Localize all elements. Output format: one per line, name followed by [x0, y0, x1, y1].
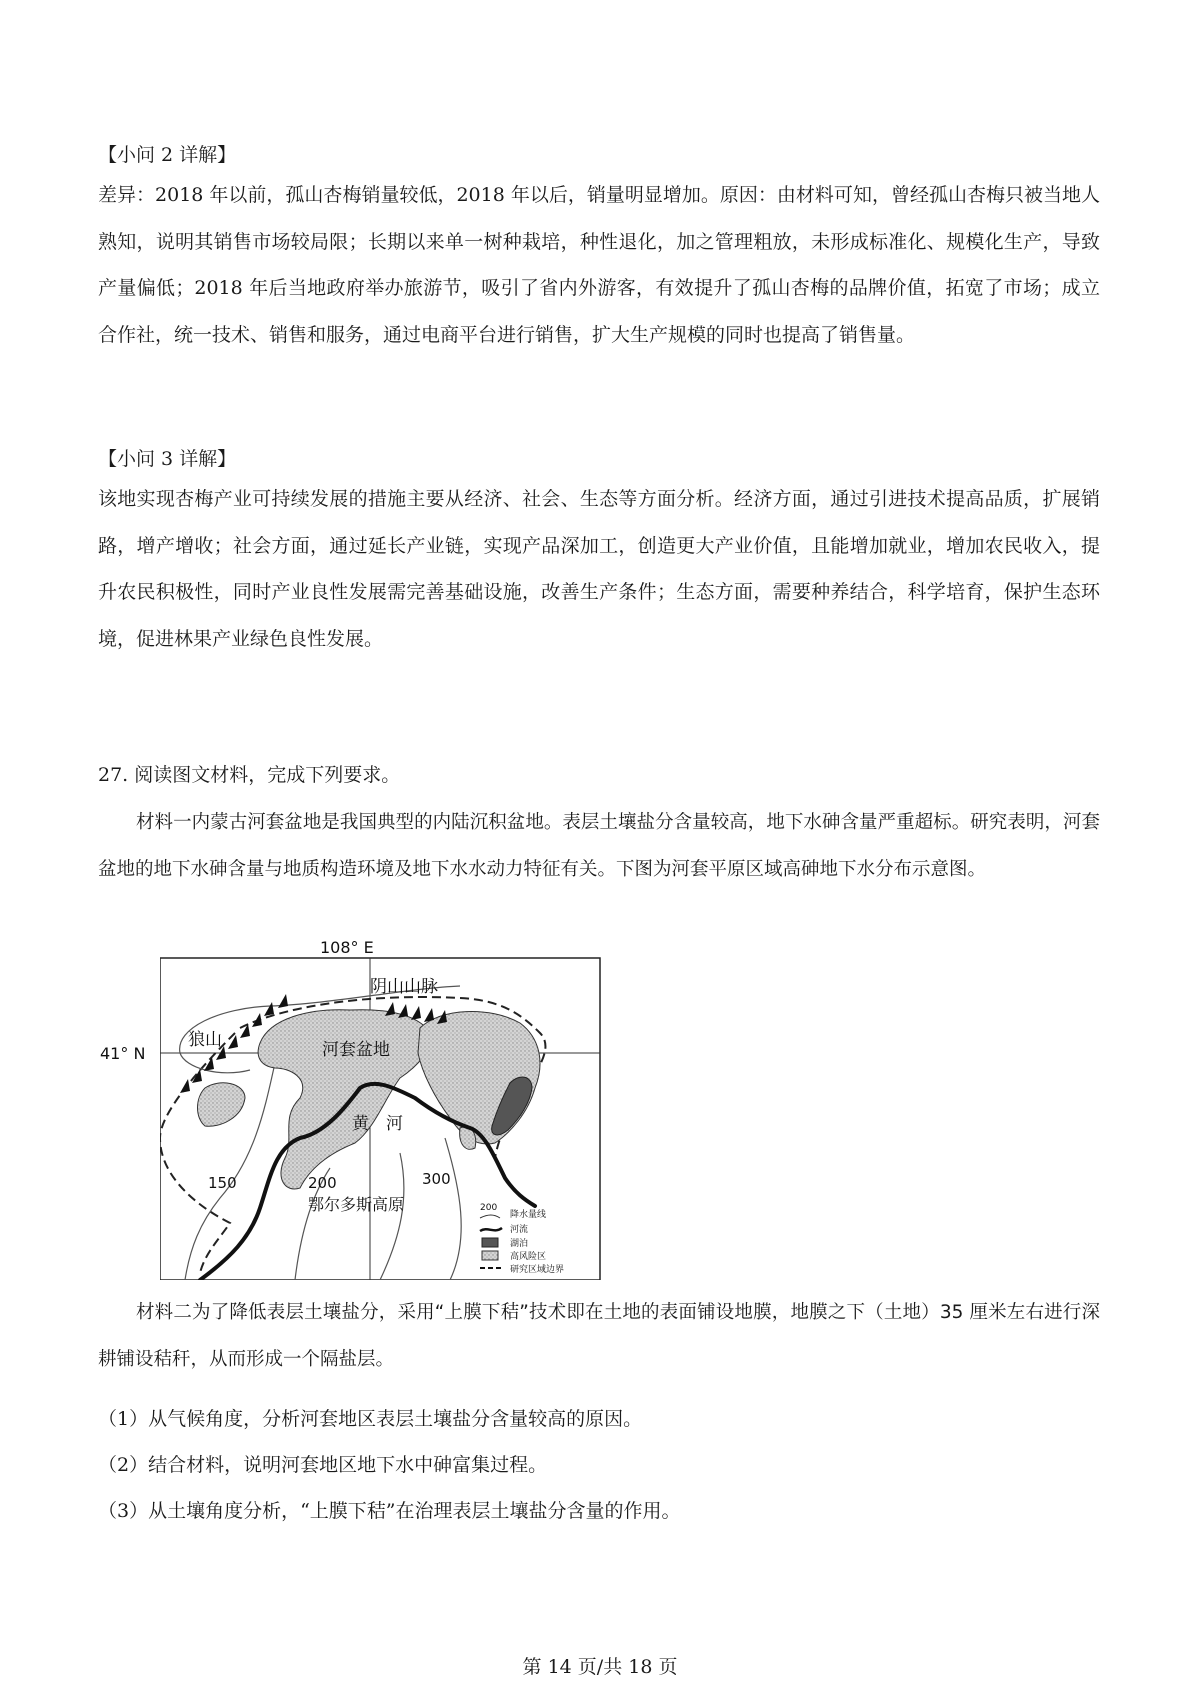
yinshan-label: 阴山山脉 [370, 977, 438, 997]
legend-river: 河流 [510, 1225, 529, 1235]
q2-answer: 差异：2018 年以前，孤山杏梅销量较低，2018 年以后，销量明显增加。原因：由材料可知，曾经孤山杏梅只被当地人熟知，说明其销售市场较局限；长期以来单一树种栽培，种性退化，加之管理粗放，未形成标准化、规模化生产，导致产量偏低；2018 年后当地政府举办旅游节，吸引了省内外游客，有效提升了孤山杏梅的品牌价值，拓宽了市场；成立合作社，统一技术、销售和服务，通过电商平台进行销售，扩大生产规模的同时也提高了销售量。 [98, 184, 1100, 346]
legend-lake: 湖泊 [510, 1239, 529, 1249]
material-one: 材料一内蒙古河套盆地是我国典型的内陆沉积盆地。表层土壤盐分含量较高，地下水砷含量严重超标。研究表明，河套盆地的地下水砷含量与地质构造环境及地下水水动力特征有关。下图为河套平原区域高砷地下水分布示意图。 [98, 812, 1100, 880]
river-label: 黄 河 [352, 1114, 403, 1134]
question-1: （1）从气候角度，分析河套地区表层土壤盐分含量较高的原因。 [98, 1408, 643, 1430]
plateau-label: 鄂尔多斯高原 [308, 1195, 405, 1214]
arsenic-groundwater-map [100, 938, 640, 1280]
question-2: （2）结合材料，说明河套地区地下水中砷富集过程。 [98, 1454, 548, 1476]
basin-label: 河套盆地 [322, 1040, 390, 1060]
isoline-label-150: 150 [208, 1174, 237, 1192]
isoline-label-300: 300 [422, 1170, 451, 1188]
legend-boundary: 研究区域边界 [510, 1265, 565, 1275]
material-two: 材料二为了降低表层土壤盐分，采用“上膜下秸”技术即在土地的表面铺设地膜，地膜之下（土地）35 厘米左右进行深耕铺设秸秆，从而形成一个隔盐层。 [98, 1302, 1100, 1370]
question-3: （3）从土壤角度分析，“上膜下秸”在治理表层土壤盐分含量的作用。 [98, 1500, 681, 1522]
legend-isoline: 降水量线 [510, 1210, 547, 1220]
q3-heading: 【小问 3 详解】 [98, 448, 237, 470]
langshan-label: 狼山 [188, 1030, 222, 1050]
q3-answer: 该地实现杏梅产业可持续发展的措施主要从经济、社会、生态等方面分析。经济方面，通过引进技术提高品质，扩展销路，增产增收；社会方面，通过延长产业链，实现产品深加工，创造更大产业价值，且能增加就业，增加农民收入，提升农民积极性，同时产业良性发展需完善基础设施，改善生产条件；生态方面，需要种养结合，科学培育，保护生态环境，促进林果产业绿色良性发展。 [98, 488, 1100, 650]
legend-high-risk: 高风险区 [510, 1252, 547, 1262]
longitude-label: 108° E [320, 938, 374, 957]
isoline-label-200: 200 [308, 1174, 337, 1192]
q2-heading: 【小问 2 详解】 [98, 144, 237, 166]
q27-title: 27. 阅读图文材料，完成下列要求。 [98, 764, 401, 786]
latitude-label: 41° N [100, 1044, 146, 1063]
legend-sample-value: 200 [480, 1203, 498, 1213]
page-footer: 第 14 页/共 18 页 [522, 1656, 678, 1678]
